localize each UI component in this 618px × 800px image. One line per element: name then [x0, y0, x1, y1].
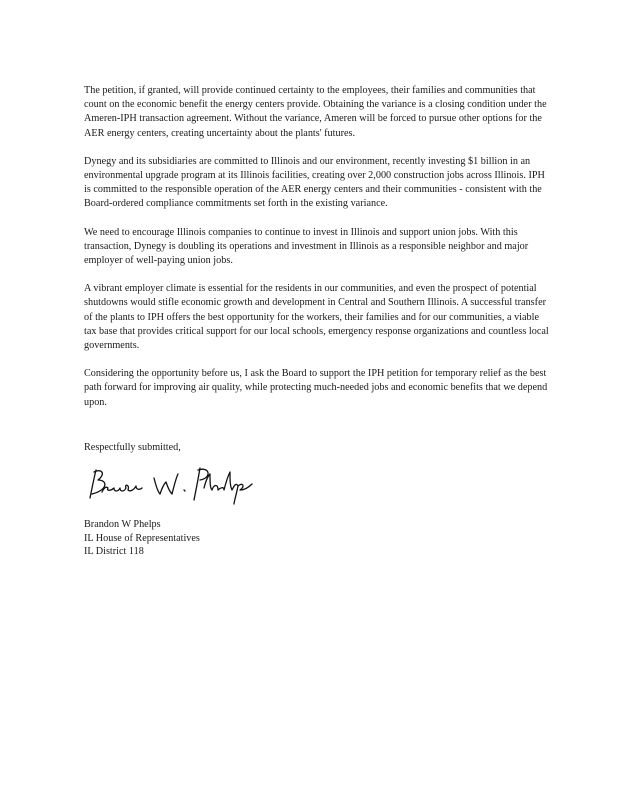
paragraph-1: The petition, if granted, will provide continued certainty to the employees, their families and communities that count on the economic benefit the energy centers provide. Obtaining the variance is a closing condition under the Ameren-IPH transaction agreement. Without the variance, Ameren will be forced to pursue other options for the AER energy centers, creating uncertainty about the plants' futures.	[84, 85, 547, 139]
signer-block	[84, 518, 200, 559]
signer-name: Brandon W Phelps	[84, 519, 161, 530]
signer-district: IL District 118	[84, 546, 144, 558]
paragraph-4: A vibrant employer climate is essential for the residents in our communities, and even the prospect of potential shutdowns would stifle economic growth and development in Central and Southern Illinois. A successful transfer of the plants to IPH offers the best opportunity for the workers, their families and for our communities, a viable tax base that provides critical support for our local schools, emergency response organizations and countless local governments.	[84, 283, 549, 352]
paragraph-2: Dynegy and its subsidiaries are committed to Illinois and our environment, recently investing $1 billion in an environmental upgrade program at its Illinois facilities, creating over 2,000 construction jobs across Illinois. IPH is committed to the responsible operation of the AER energy centers and their communities - consistent with the Board-ordered compliance commitments set forth in the existing variance.	[84, 155, 545, 210]
handwritten-signature	[84, 460, 254, 508]
letter-body	[84, 84, 550, 424]
signer-title: IL House of Representatives	[84, 532, 200, 544]
paragraph-5: Considering the opportunity before us, I ask the Board to support the IPH petition for temporary relief as the best path forward for improving air quality, while protecting much-needed jobs and economic benefits that we depend upon.	[84, 368, 548, 408]
paragraph-3: We need to encourage Illinois companies to continue to invest in Illinois and support union jobs. With this transaction, Dynegy is doubling its operations and investment in Illinois as a responsible neighbor and major employer of well-paying union jobs.	[84, 226, 529, 267]
closing-line: Respectfully submitted,	[84, 442, 181, 453]
